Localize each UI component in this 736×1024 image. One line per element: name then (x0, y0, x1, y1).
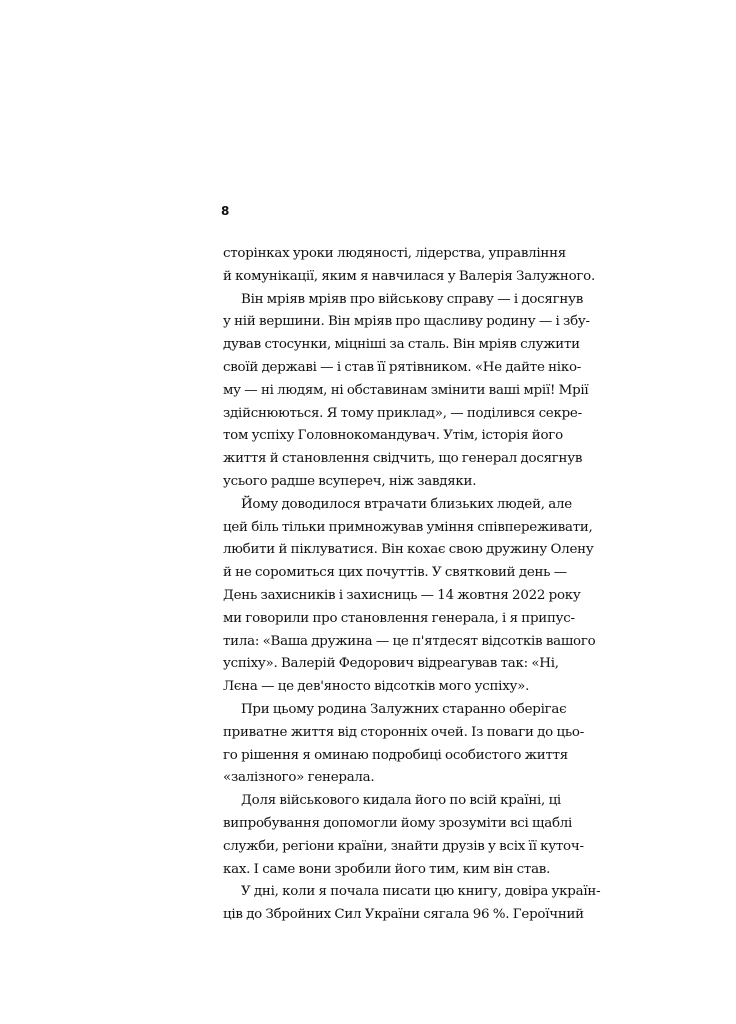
text-line: го рішення я оминаю подробиці особистого життя (223, 747, 568, 763)
paragraph-first-line: У дні, коли я почала писати цю книгу, довіра україн- (241, 884, 601, 900)
text-line: Лєна — це дев'яносто відсотків мого успіху». (223, 679, 530, 695)
paragraph-first-line: При цьому родина Залужних старанно оберігає (241, 701, 567, 717)
text-line: здійснюються. Я тому приклад», — поділився секре- (223, 405, 582, 421)
text-line: служби, регіони країни, знайти друзів у всіх її куточ- (223, 838, 584, 854)
text-line: й комунікації, яким я навчилася у Валерія Залужного. (223, 268, 595, 284)
text-line: успіху». Валерій Федорович відреагував так: «Ні, (223, 656, 559, 672)
text-line: тила: «Ваша дружина — це п'ятдесят відсотків вашого (223, 633, 596, 649)
text-line: ках. І саме вони зробили його тим, ким він став. (223, 861, 551, 877)
text-line: ми говорили про становлення генерала, і я припус- (223, 610, 575, 626)
text-line: усього радше всупереч, ніж завдяки. (223, 473, 477, 489)
text-line: «залізного» генерала. (223, 770, 375, 786)
text-line: том успіху Головнокомандувач. Утім, історія його (223, 428, 563, 444)
text-line: День захисників і захисниць — 14 жовтня 2022 року (223, 587, 581, 603)
page-number: 8 (221, 204, 230, 218)
paragraph-first-line: Він мріяв мріяв про військову справу — і досягнув (241, 291, 583, 307)
body-text (223, 243, 601, 927)
paragraph-first-line: Йому доводилося втрачати близьких людей, але (241, 496, 572, 512)
text-line: му — ні людям, ні обставинам змінити ваші мрії! Мрії (223, 382, 589, 398)
text-line: дував стосунки, міцніші за сталь. Він мріяв служити (223, 337, 580, 353)
text-line: сторінках уроки людяності, лідерства, управління (223, 246, 566, 261)
text-line: своїй державі — і став її рятівником. «Не дайте ніко- (223, 359, 582, 375)
text-line: й не соромиться цих почуттів. У святковий день — (223, 565, 567, 581)
text-line: випробування допомогли йому зрозуміти всі щаблі (223, 815, 573, 831)
text-line: приватне життя від сторонніх очей. Із поваги до цьо- (223, 724, 584, 740)
text-line: у ній вершини. Він мріяв про щасливу родину — і збу- (223, 314, 590, 330)
text-line: життя й становлення свідчить, що генерал досягнув (223, 451, 583, 467)
text-line: ців до Збройних Сил України сягала 96 %. Героїчний (223, 907, 584, 923)
text-line: любити й піклуватися. Він кохає свою дружину Олену (223, 542, 594, 558)
text-line: цей біль тільки примножував уміння співпереживати, (223, 519, 593, 535)
paragraph-first-line: Доля військового кидала його по всій країні, ці (241, 793, 561, 809)
